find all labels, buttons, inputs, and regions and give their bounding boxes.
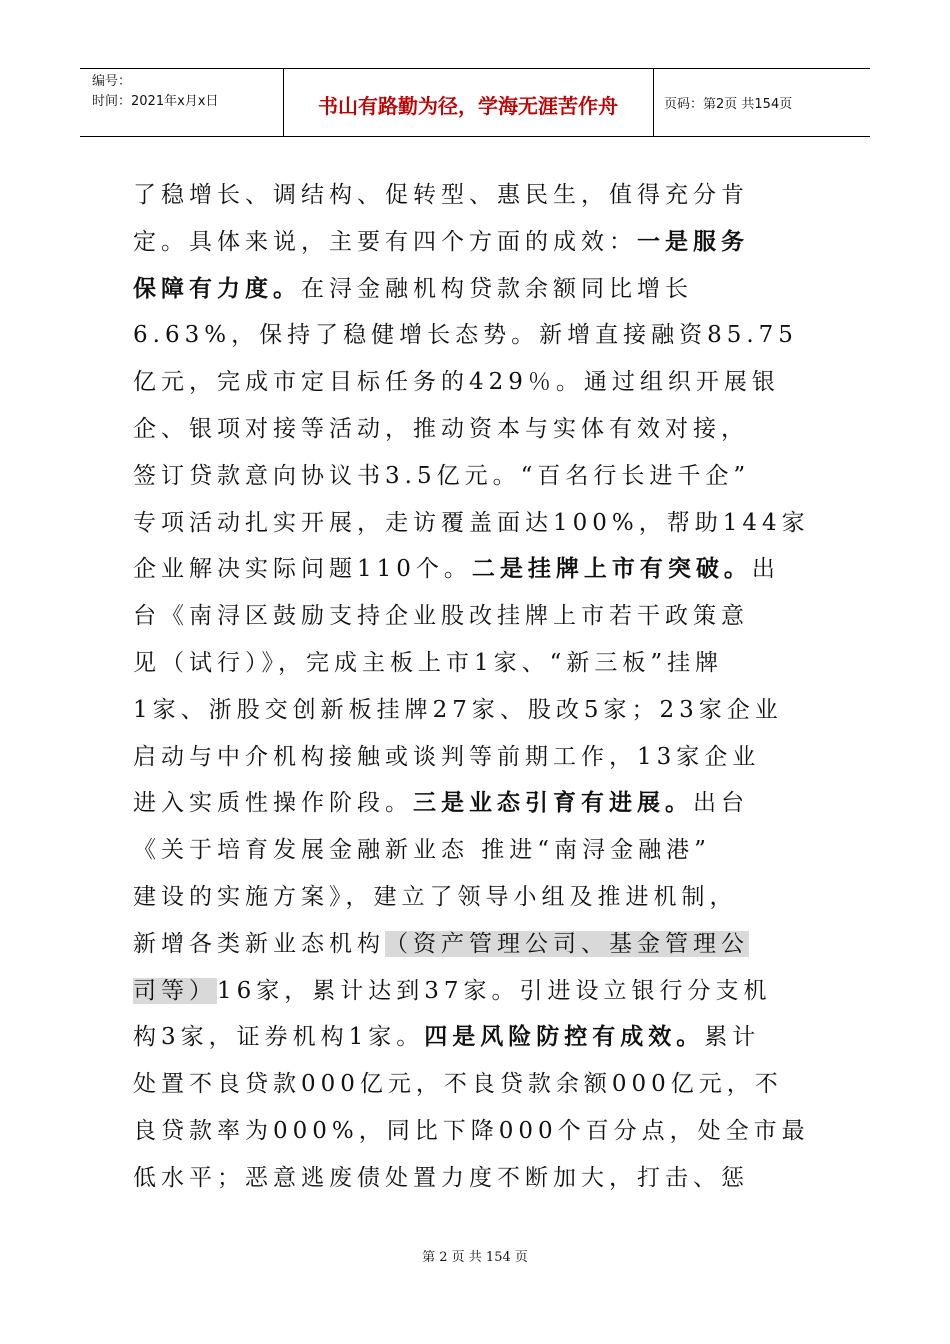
text-line: [133, 921, 823, 968]
text-line: [133, 687, 823, 734]
text-line: [133, 827, 823, 874]
text-line: [133, 968, 823, 1015]
text-segment: 亿元，完成市定目标任务的429％。通过组织开展银: [133, 369, 780, 396]
text-segment: 累计: [704, 1024, 761, 1051]
text-segment: 了稳增长、调结构、促转型、惠民生，值得充分肯: [133, 182, 749, 208]
text-line: [133, 734, 823, 781]
text-line: [133, 359, 823, 406]
highlighted-text: （资产管理公司、基金管理公: [385, 930, 749, 957]
text-line: [133, 593, 823, 640]
text-segment: 进入实质性操作阶段。: [133, 790, 413, 817]
header-bottom-rule: [80, 136, 870, 137]
text-segment: 企、银项对接等活动，推动资本与实体有效对接，: [133, 415, 749, 442]
text-line: [133, 312, 823, 359]
text-segment: 台《南浔区鼓励支持企业股改挂牌上市若干政策意: [133, 603, 749, 630]
text-line: [133, 172, 823, 219]
text-segment: 6.63%，保持了稳健增长态势。新增直接融资85.75: [133, 322, 798, 349]
text-segment: 签订贷款意向协议书3.5亿元。“百名行长进千企”: [133, 462, 751, 489]
text-segment: 定。具体来说，主要有四个方面的成效：: [133, 228, 637, 255]
header-divider-right: [653, 68, 654, 136]
text-line: [133, 546, 823, 593]
header-page-code: 页码：第2页 共154页: [664, 97, 793, 112]
text-line: [133, 266, 823, 313]
text-line: [133, 500, 823, 547]
document-time-label: 时间：2021年x月x日: [92, 94, 219, 109]
text-line: [133, 780, 823, 827]
text-segment: 出: [751, 556, 780, 583]
header-meta: [92, 72, 218, 112]
bold-heading-phrase: 一是服务: [637, 227, 749, 255]
document-number-label: 编号：: [92, 74, 132, 89]
highlighted-text: 司等）: [133, 977, 217, 1004]
text-line: [133, 1155, 823, 1202]
bold-heading-phrase: 四是风险防控有成效。: [424, 1023, 705, 1051]
body-paragraph: [133, 172, 823, 1202]
text-segment: 良贷款率为000%，同比下降000个百分点，处全市最: [133, 1117, 810, 1144]
text-segment: 1家、浙股交创新板挂牌27家、股改5家；23家企业: [133, 696, 783, 723]
text-segment: 处置不良贷款000亿元，不良贷款余额000亿元，不: [133, 1071, 783, 1098]
text-segment: 专项活动扎实开展，走访覆盖面达100%，帮助144家: [133, 509, 810, 536]
text-line: [133, 640, 823, 687]
header-motto: 书山有路勤为径，学海无涯苦作舟: [318, 94, 618, 118]
page-footer: 第 2 页 共 154 页: [422, 1250, 528, 1265]
text-segment: 建设的实施方案》，建立了领导小组及推进机制，: [133, 883, 738, 910]
bold-heading-phrase: 二是挂牌上市有突破。: [471, 555, 752, 583]
text-line: [133, 453, 823, 500]
text-line: [133, 406, 823, 453]
header-top-rule: [80, 68, 870, 69]
text-line: [133, 219, 823, 266]
bold-heading-phrase: 保障有力度。: [133, 274, 301, 302]
text-line: [133, 1108, 823, 1155]
text-line: [133, 1061, 823, 1108]
text-segment: 《关于培育发展金融新业态 推进“南浔金融港”: [133, 837, 711, 864]
text-segment: 构3家，证券机构1家。: [133, 1024, 425, 1051]
bold-heading-phrase: 三是业态引育有进展。: [413, 789, 693, 817]
text-segment: 出台: [693, 790, 749, 817]
text-segment: 低水平；恶意逃废债处置力度不断加大，打击、惩: [133, 1164, 749, 1191]
text-segment: 16家，累计达到37家。引进设立银行分支机: [217, 977, 772, 1004]
text-segment: 在浔金融机构贷款余额同比增长: [301, 275, 693, 302]
text-segment: 见（试行）》，完成主板上市1家、“新三板”挂牌: [133, 649, 724, 676]
text-line: [133, 874, 823, 921]
text-line: [133, 1014, 823, 1061]
text-segment: 企业解决实际问题110个。: [133, 556, 472, 583]
text-segment: 新增各类新业态机构: [133, 930, 385, 957]
text-segment: 启动与中介机构接触或谈判等前期工作，13家企业: [133, 743, 761, 770]
